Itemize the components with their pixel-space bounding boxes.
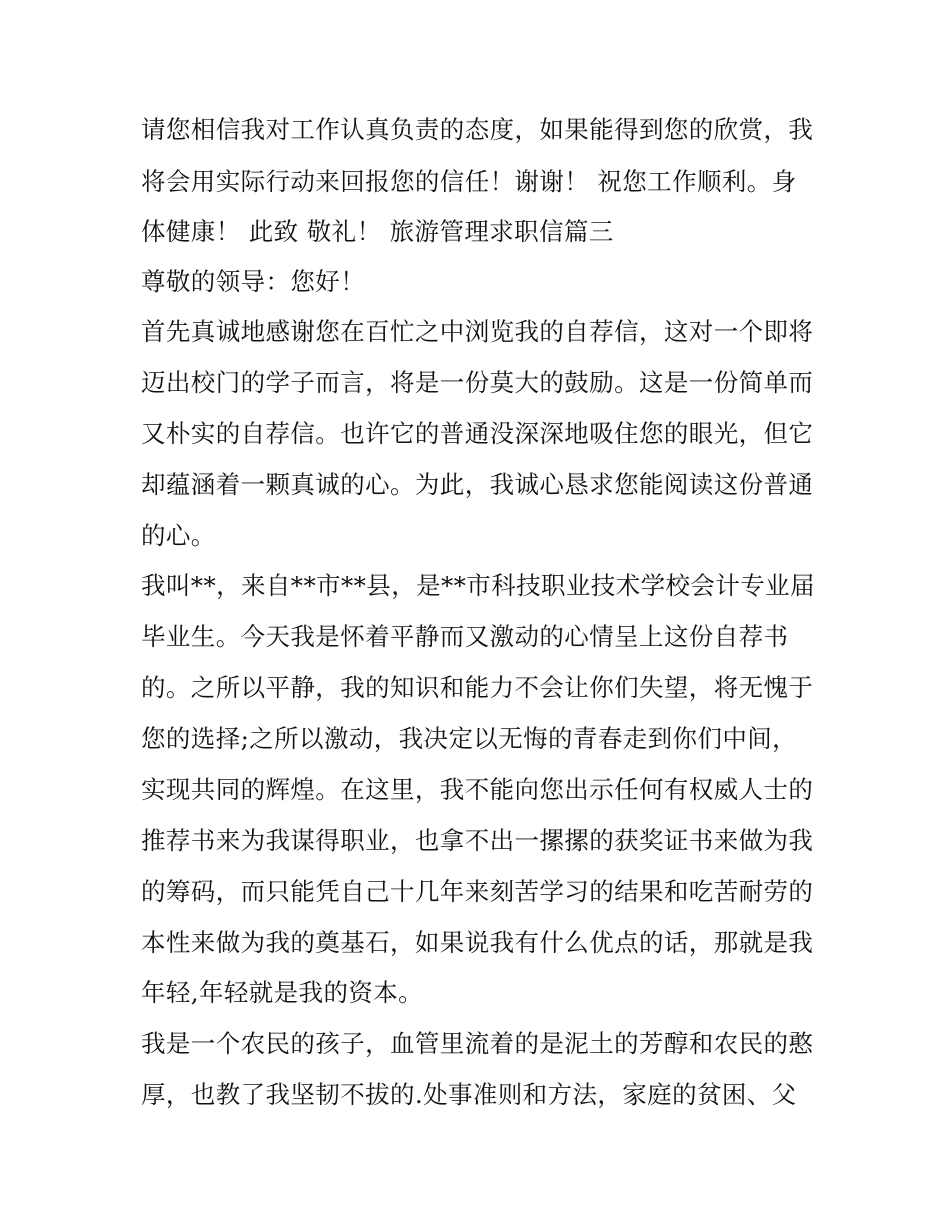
text-line: 的筹码，而只能凭自己十几年来刻苦学习的结果和吃苦耐劳的 <box>141 877 814 906</box>
text-line: 的心。 <box>141 521 216 550</box>
text-line: 请您相信我对工作认真负责的态度，如果能得到您的欣赏，我 <box>141 115 814 144</box>
text-line: 我叫**，来自**市**县，是**市科技职业技术学校会计专业届 <box>141 571 815 600</box>
text-line: 迈出校门的学子而言，将是一份莫大的鼓励。这是一份简单而 <box>141 368 814 397</box>
text-line: 实现共同的辉煌。在这里，我不能向您出示任何有权威人士的 <box>141 775 814 804</box>
text-line: 尊敬的领导：您好！ <box>141 267 366 296</box>
text-line: 却蕴涵着一颗真诚的心。为此，我诚心恳求您能阅读这份普通 <box>141 470 814 499</box>
text-line: 首先真诚地感谢您在百忙之中浏览我的自荐信，这对一个即将 <box>141 317 814 346</box>
text-line: 推荐书来为我谋得职业，也拿不出一摞摞的获奖证书来做为我 <box>141 826 814 855</box>
text-line: 毕业生。今天我是怀着平静而又激动的心情呈上这份自荐书 <box>141 622 789 651</box>
text-line: 厚，也教了我坚韧不拔的.处事准则和方法，家庭的贫困、父 <box>141 1080 797 1109</box>
text-line: 我是一个农民的孩子，血管里流着的是泥土的芳醇和农民的憨 <box>141 1029 814 1058</box>
text-line: 本性来做为我的奠基石，如果说我有什么优点的话，那就是我 <box>141 928 814 957</box>
text-line: 体健康！ 此致 敬礼！ 旅游管理求职信篇三 <box>141 217 614 246</box>
text-line: 年轻,年轻就是我的资本。 <box>141 978 424 1007</box>
text-line: 又朴实的自荐信。也许它的普通没深深地吸住您的眼光，但它 <box>141 419 814 448</box>
text-line: 的。之所以平静，我的知识和能力不会让你们失望，将无愧于 <box>141 673 814 702</box>
text-line: 您的选择;之所以激动，我决定以无悔的青春走到你们中间， <box>141 724 798 753</box>
text-line: 将会用实际行动来回报您的信任！谢谢！ 祝您工作顺利。身 <box>141 167 797 196</box>
